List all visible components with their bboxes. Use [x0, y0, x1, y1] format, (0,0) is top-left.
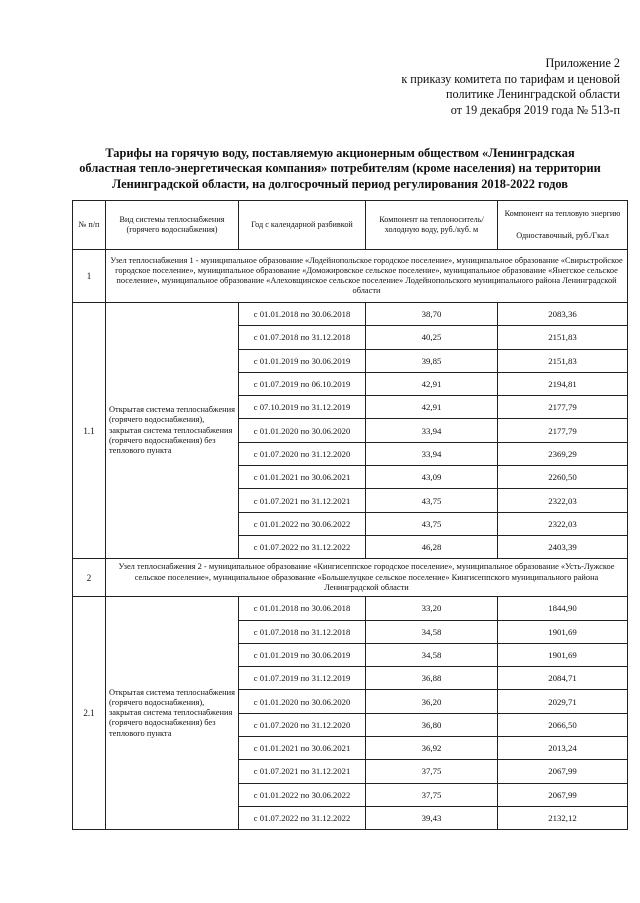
heat-value-cell: 2322,03 [498, 489, 628, 512]
carrier-value-cell: 39,43 [366, 806, 498, 829]
header-heat [498, 201, 628, 250]
carrier-value-cell: 43,75 [366, 489, 498, 512]
period-cell: с 01.07.2022 по 31.12.2022 [239, 535, 366, 558]
heat-value-cell: 2403,39 [498, 535, 628, 558]
period-cell: с 01.07.2020 по 31.12.2020 [239, 442, 366, 465]
heat-value-cell: 1844,90 [498, 597, 628, 620]
node-row [73, 250, 628, 303]
node-number: 2 [73, 559, 106, 597]
carrier-value-cell: 40,25 [366, 326, 498, 349]
node-description: Узел теплоснабжения 2 - муниципальное образование «Кингисеппское городское поселение», муниципальное образование «Усть-Лужское сельское поселение», муниципальное образование «Большелуцкое сельское поселение» Кингисеппского муниципального района Ленинградской области [106, 559, 628, 597]
period-cell: с 01.01.2022 по 30.06.2022 [239, 783, 366, 806]
period-cell: с 01.07.2019 по 31.12.2019 [239, 667, 366, 690]
node-description: Узел теплоснабжения 1 - муниципальное образование «Лодейнопольское городское поселение», муниципальное образование «Свирьстройское городское поселение», муниципальное образование «Доможировское сельское поселение», муниципальное образование «Янегское сельское поселение», муниципальное образование «Алеховщинское сельское поселение» Лодейнопольского муниципального района Ленинградской области [106, 250, 628, 303]
appendix-block [330, 56, 620, 118]
heat-value-cell: 2084,71 [498, 667, 628, 690]
system-type: Открытая система теплоснабжения (горячего водоснабжения), закрытая система теплоснабжения (горячего водоснабжения) без теплового пункта [106, 597, 239, 830]
period-cell: с 01.01.2021 по 30.06.2021 [239, 737, 366, 760]
period-cell: с 01.01.2022 по 30.06.2022 [239, 512, 366, 535]
carrier-value-cell: 34,58 [366, 643, 498, 666]
carrier-value-cell: 39,85 [366, 349, 498, 372]
carrier-value-cell: 36,20 [366, 690, 498, 713]
period-cell: с 07.10.2019 по 31.12.2019 [239, 396, 366, 419]
heat-value-cell: 2083,36 [498, 303, 628, 326]
document-title [40, 146, 640, 192]
period-cell: с 01.07.2018 по 31.12.2018 [239, 326, 366, 349]
header-period: Год с календарной разбивкой [239, 201, 366, 250]
carrier-value-cell: 42,91 [366, 372, 498, 395]
appendix-line: от 19 декабря 2019 года № 513-п [450, 102, 620, 117]
carrier-value-cell: 33,94 [366, 419, 498, 442]
title-line: Тарифы на горячую воду, поставляемую акционерным обществом «Ленинградская [105, 146, 575, 160]
table-header-row [73, 201, 628, 250]
heat-value-cell: 2151,83 [498, 326, 628, 349]
heat-value-cell: 2013,24 [498, 737, 628, 760]
period-cell: с 01.01.2021 по 30.06.2021 [239, 466, 366, 489]
period-cell: с 01.07.2019 по 06.10.2019 [239, 372, 366, 395]
header-no: № п/п [73, 201, 106, 250]
period-cell: с 01.07.2021 по 31.12.2021 [239, 489, 366, 512]
carrier-value-cell: 43,09 [366, 466, 498, 489]
heat-value-cell: 2369,29 [498, 442, 628, 465]
carrier-value-cell: 33,94 [366, 442, 498, 465]
heat-value-cell: 2132,12 [498, 806, 628, 829]
period-cell: с 01.07.2018 по 31.12.2018 [239, 620, 366, 643]
carrier-value-cell: 34,58 [366, 620, 498, 643]
period-cell: с 01.01.2018 по 30.06.2018 [239, 597, 366, 620]
period-cell: с 01.07.2021 по 31.12.2021 [239, 760, 366, 783]
heat-value-cell: 2194,81 [498, 372, 628, 395]
carrier-value-cell: 36,80 [366, 713, 498, 736]
table-body [73, 250, 628, 830]
heat-value-cell: 2177,79 [498, 419, 628, 442]
heat-value-cell: 1901,69 [498, 620, 628, 643]
heat-value-cell: 2066,50 [498, 713, 628, 736]
carrier-value-cell: 33,20 [366, 597, 498, 620]
period-cell: с 01.01.2020 по 30.06.2020 [239, 419, 366, 442]
sub-number: 1.1 [73, 303, 106, 559]
title-line: Ленинградской области, на долгосрочный период регулирования 2018-2022 годов [111, 176, 568, 191]
carrier-value-cell: 37,75 [366, 783, 498, 806]
sub-number: 2.1 [73, 597, 106, 830]
heat-value-cell: 2177,79 [498, 396, 628, 419]
title-line: областная тепло-энергетическая компания» потребителям (кроме населения) на территории [79, 161, 601, 176]
carrier-value-cell: 38,70 [366, 303, 498, 326]
carrier-value-cell: 42,91 [366, 396, 498, 419]
tariff-table [72, 200, 628, 830]
heat-value-cell: 2029,71 [498, 690, 628, 713]
carrier-value-cell: 36,92 [366, 737, 498, 760]
period-cell: с 01.07.2020 по 31.12.2020 [239, 713, 366, 736]
header-heat-top: Компонент на тепловую энергию [504, 209, 621, 218]
carrier-value-cell: 43,75 [366, 512, 498, 535]
heat-value-cell: 2322,03 [498, 512, 628, 535]
appendix-line: Приложение 2 [545, 56, 620, 70]
carrier-value-cell: 36,88 [366, 667, 498, 690]
period-cell: с 01.01.2019 по 30.06.2019 [239, 349, 366, 372]
appendix-line: политике Ленинградской области [446, 87, 620, 102]
heat-value-cell: 2151,83 [498, 349, 628, 372]
header-carrier: Компонент на теплоноситель/ холодную воду, руб./куб. м [366, 201, 498, 250]
heat-value-cell: 1901,69 [498, 643, 628, 666]
node-number: 1 [73, 250, 106, 303]
header-heat-bottom: Одноставочный, руб./Гкал [516, 231, 609, 240]
heat-value-cell: 2067,99 [498, 760, 628, 783]
heat-value-cell: 2260,50 [498, 466, 628, 489]
heat-value-cell: 2067,99 [498, 783, 628, 806]
table-row [73, 303, 628, 326]
appendix-line: к приказу комитета по тарифам и ценовой [401, 71, 620, 86]
header-system: Вид системы теплоснабжения (горячего водоснабжения) [106, 201, 239, 250]
node-row [73, 559, 628, 597]
table-row [73, 597, 628, 620]
period-cell: с 01.01.2019 по 30.06.2019 [239, 643, 366, 666]
period-cell: с 01.01.2020 по 30.06.2020 [239, 690, 366, 713]
carrier-value-cell: 46,28 [366, 535, 498, 558]
system-type: Открытая система теплоснабжения (горячего водоснабжения), закрытая система теплоснабжения (горячего водоснабжения) без теплового пункта [106, 303, 239, 559]
carrier-value-cell: 37,75 [366, 760, 498, 783]
period-cell: с 01.01.2018 по 30.06.2018 [239, 303, 366, 326]
period-cell: с 01.07.2022 по 31.12.2022 [239, 806, 366, 829]
